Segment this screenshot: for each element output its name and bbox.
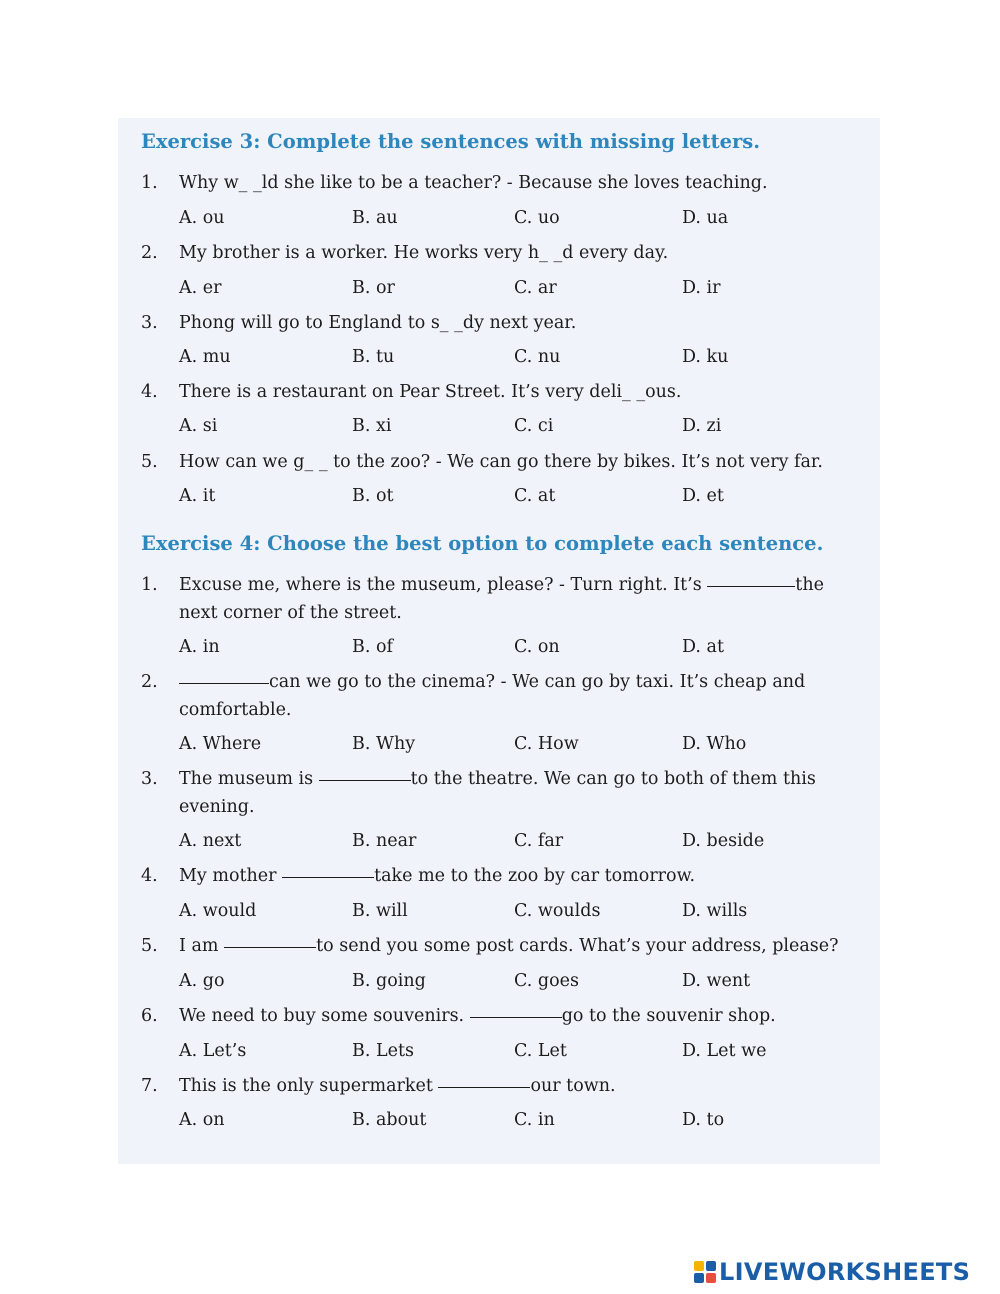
question-text	[179, 1006, 859, 1026]
question-text-before: Excuse me, where is the museum, please? - Turn right. It’s	[179, 575, 708, 595]
liveworksheets-grid-icon	[694, 1261, 716, 1283]
option-c[interactable]: C. nu	[514, 347, 561, 367]
option-b[interactable]: B. Why	[352, 734, 416, 754]
option-d[interactable]: D. Who	[682, 734, 747, 754]
question-number: 5.	[141, 452, 158, 472]
question-text-line2: comfortable.	[179, 700, 292, 720]
question-text: Why w_ _ld she like to be a teacher? - Because she loves teaching.	[179, 173, 768, 193]
answer-blank[interactable]	[179, 682, 269, 684]
option-b[interactable]: B. going	[352, 971, 426, 991]
option-a[interactable]: A. next	[179, 831, 242, 851]
option-b[interactable]: B. near	[352, 831, 417, 851]
option-a[interactable]: A. in	[179, 637, 220, 657]
question-text-before: The museum is	[179, 769, 319, 789]
exercise4-title: Exercise 4: Choose the best option to complete each sentence.	[141, 532, 824, 555]
option-a[interactable]: A. er	[179, 278, 222, 298]
question-number: 6.	[141, 1006, 158, 1026]
question-text	[179, 866, 859, 886]
option-d[interactable]: D. beside	[682, 831, 765, 851]
option-c[interactable]: C. Let	[514, 1041, 567, 1061]
option-c[interactable]: C. woulds	[514, 901, 601, 921]
option-c[interactable]: C. uo	[514, 208, 560, 228]
question-text-line2: evening.	[179, 797, 255, 817]
option-a[interactable]: A. Where	[179, 734, 262, 754]
option-b[interactable]: B. will	[352, 901, 408, 921]
question-text-before: We need to buy some souvenirs.	[179, 1006, 470, 1026]
option-d[interactable]: D. to	[682, 1110, 725, 1130]
question-text: My brother is a worker. He works very h_ _d every day.	[179, 243, 669, 263]
option-b[interactable]: B. about	[352, 1110, 427, 1130]
answer-blank[interactable]	[707, 585, 795, 587]
question-text-after: our town.	[530, 1076, 616, 1096]
option-c[interactable]: C. at	[514, 486, 556, 506]
option-d[interactable]: D. went	[682, 971, 751, 991]
option-b[interactable]: B. au	[352, 208, 398, 228]
exercise3-title: Exercise 3: Complete the sentences with missing letters.	[141, 130, 761, 153]
question-text	[179, 575, 859, 595]
question-text	[179, 769, 859, 789]
option-a[interactable]: A. mu	[179, 347, 231, 367]
question-number: 4.	[141, 382, 158, 402]
option-c[interactable]: C. far	[514, 831, 564, 851]
answer-blank[interactable]	[319, 779, 411, 781]
question-number: 2.	[141, 672, 158, 692]
question-text-line2: next corner of the street.	[179, 603, 402, 623]
option-b[interactable]: B. tu	[352, 347, 395, 367]
option-d[interactable]: D. ir	[682, 278, 721, 298]
question-number: 7.	[141, 1076, 158, 1096]
answer-blank[interactable]	[438, 1086, 530, 1088]
question-text-after: go to the souvenir shop.	[561, 1006, 776, 1026]
question-number: 1.	[141, 173, 158, 193]
option-a[interactable]: A. si	[179, 416, 218, 436]
question-text-after: to the theatre. We can go to both of them this	[410, 769, 816, 789]
question-text-before: This is the only supermarket	[179, 1076, 439, 1096]
option-a[interactable]: A. ou	[179, 208, 225, 228]
logo-text: LIVEWORKSHEETS	[719, 1258, 971, 1286]
option-b[interactable]: B. ot	[352, 486, 394, 506]
answer-blank[interactable]	[224, 946, 316, 948]
liveworksheets-logo[interactable]	[694, 1257, 970, 1287]
option-d[interactable]: D. ua	[682, 208, 729, 228]
question-text-before: I am	[179, 936, 225, 956]
question-text	[179, 1076, 859, 1096]
option-c[interactable]: C. ci	[514, 416, 554, 436]
question-text-after: can we go to the cinema? - We can go by taxi. It’s cheap and	[269, 672, 806, 692]
option-d[interactable]: D. ku	[682, 347, 729, 367]
option-a[interactable]: A. Let’s	[179, 1041, 247, 1061]
question-text: There is a restaurant on Pear Street. It’s very deli_ _ous.	[179, 382, 682, 402]
option-a[interactable]: A. would	[179, 901, 257, 921]
option-a[interactable]: A. go	[179, 971, 225, 991]
option-a[interactable]: A. on	[179, 1110, 225, 1130]
option-c[interactable]: C. How	[514, 734, 579, 754]
option-c[interactable]: C. goes	[514, 971, 579, 991]
question-text-before: My mother	[179, 866, 283, 886]
option-d[interactable]: D. zi	[682, 416, 722, 436]
option-d[interactable]: D. et	[682, 486, 724, 506]
question-text	[179, 936, 859, 956]
option-d[interactable]: D. wills	[682, 901, 748, 921]
question-number: 2.	[141, 243, 158, 263]
question-text-after: to send you some post cards. What’s your address, please?	[316, 936, 839, 956]
question-number: 5.	[141, 936, 158, 956]
option-b[interactable]: B. or	[352, 278, 395, 298]
option-b[interactable]: B. of	[352, 637, 393, 657]
option-c[interactable]: C. in	[514, 1110, 555, 1130]
option-d[interactable]: D. Let we	[682, 1041, 767, 1061]
question-number: 4.	[141, 866, 158, 886]
option-c[interactable]: C. ar	[514, 278, 557, 298]
question-text	[179, 672, 859, 692]
option-b[interactable]: B. Lets	[352, 1041, 414, 1061]
question-text-after: the	[795, 575, 824, 595]
question-number: 1.	[141, 575, 158, 595]
option-c[interactable]: C. on	[514, 637, 560, 657]
answer-blank[interactable]	[282, 876, 374, 878]
question-number: 3.	[141, 313, 158, 333]
question-text: How can we g_ _ to the zoo? - We can go there by bikes. It’s not very far.	[179, 452, 823, 472]
option-b[interactable]: B. xi	[352, 416, 392, 436]
answer-blank[interactable]	[470, 1016, 562, 1018]
question-text-after: take me to the zoo by car tomorrow.	[374, 866, 696, 886]
question-number: 3.	[141, 769, 158, 789]
option-d[interactable]: D. at	[682, 637, 724, 657]
option-a[interactable]: A. it	[179, 486, 216, 506]
question-text: Phong will go to England to s_ _dy next year.	[179, 313, 577, 333]
